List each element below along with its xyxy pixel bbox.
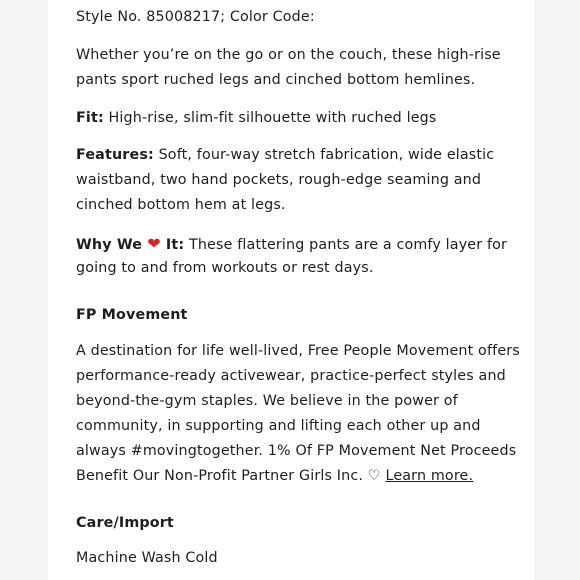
fit-text: High-rise, slim-fit silhouette with ruched legs [103,110,437,126]
why-text-1: These flattering pants are a comfy layer for [184,237,508,253]
features-label: Features: [76,147,154,163]
fit-row [76,106,436,131]
fp-movement-line-1: A destination for life well-lived, Free People Movement offers [76,343,520,359]
why-row [76,231,507,258]
care-instructions: Machine Wash Cold [76,550,218,566]
why-label-post: It: [160,237,185,253]
fit-label: Fit: [76,110,104,126]
fp-movement-line-6-text: Benefit Our Non-Profit Partner Girls Inc. ♡ [76,468,386,484]
fp-movement-line-2: performance-ready activewear, practice-perfect styles and [76,368,506,384]
why-label-pre: Why We [76,237,148,253]
features-text-2: waistband, two hand pockets, rough-edge seaming and [76,172,482,188]
features-text-3: cinched bottom hem at legs. [76,197,286,213]
features-row [76,143,494,168]
fp-movement-line-3: beyond-the-gym staples. We believe in the power of [76,393,458,409]
fp-movement-line-6 [76,464,473,489]
why-text-2: going to and from workouts or rest days. [76,260,374,276]
description-line-2: pants sport ruched legs and cinched bottom hemlines. [76,72,476,88]
fp-movement-line-4: community, in supporting and lifting each other up and [76,418,481,434]
fp-movement-line-5: always #movingtogether. 1% Of FP Movement Net Proceeds [76,443,517,459]
features-text-1: Soft, four-way stretch fabrication, wide elastic [153,147,495,163]
heart-icon: ❤ [147,234,161,253]
style-number: Style No. 85008217; Color Code: [76,9,315,25]
description-line-1: Whether you’re on the go or on the couch, these high-rise [76,47,501,63]
fp-movement-heading: FP Movement [76,307,188,323]
learn-more-link[interactable]: Learn more. [385,468,474,484]
care-import-heading: Care/Import [76,515,174,531]
